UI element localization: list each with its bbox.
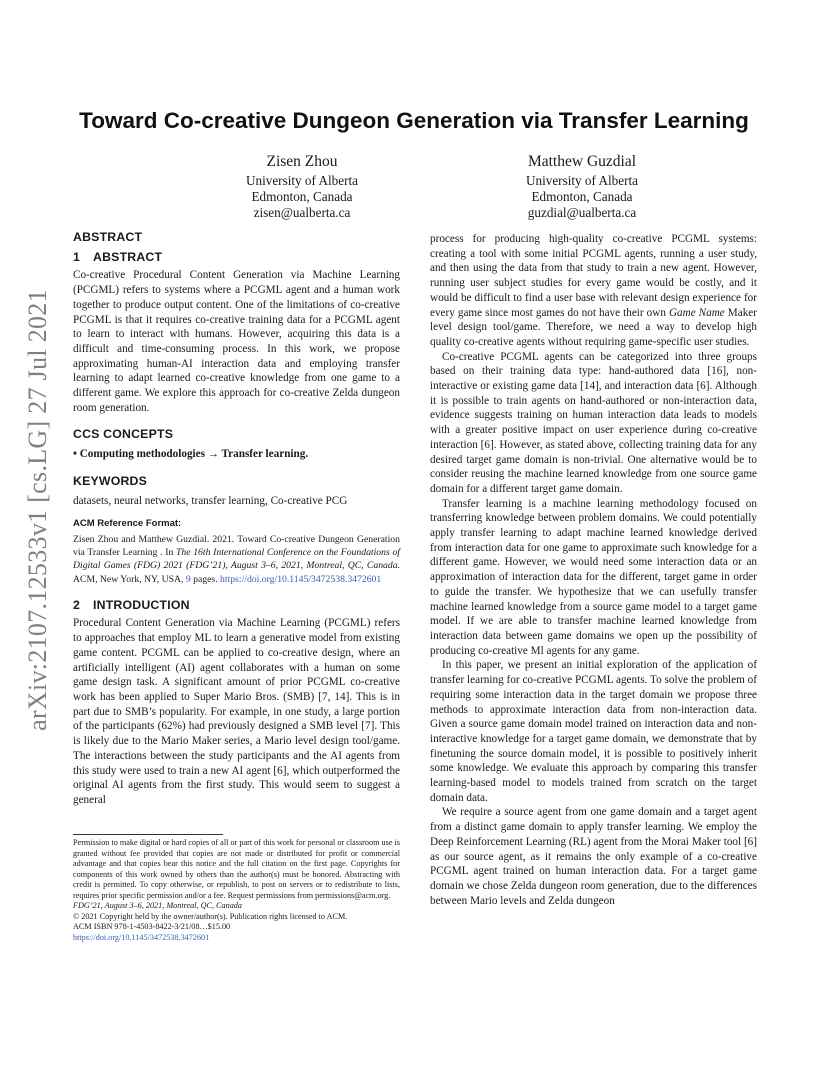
acm-ref-pages-link[interactable]: 9 [185, 573, 191, 585]
acm-reference [73, 533, 400, 586]
left-column [73, 230, 400, 808]
abstract-heading: ABSTRACT [73, 230, 143, 244]
acm-ref-venue: The 16th International Conference on the Foundations of Digital Games (FDG) 2021 (FDG’21), August 3–6, 2021, Montreal, QC, Canada. [73, 547, 400, 572]
permission-notice: Permission to make digital or hard copies of all or part of this work for personal or classroom use is granted without fee provided that copies are not made or distributed for profit or commercial advantage and that copies bear this notice and the full citation on the first page. Copyrights for components of this work owned by others than the author(s) must be honored. Abstracting with credit is permitted. To copy otherwise, or republish, to post on servers or to redistribute to lists, requires prior specific permission and/or a fee. Request permissions from permissions@acm.org. [73, 838, 400, 900]
acm-ref-text: ACM, New York, NY, USA, [73, 573, 186, 585]
section-1-heading [73, 250, 400, 265]
body-text: Maker level design tool/game. Therefore, we need a way to develop high quality co-creative agents without requiring game-specific user studies. [430, 306, 757, 348]
author-location: Edmonton, Canada [531, 189, 633, 204]
ccs-text [73, 447, 400, 462]
acm-ref-text: pages. [190, 573, 221, 585]
author-email: guzdial@ualberta.ca [527, 205, 637, 220]
section-number: 1 [73, 249, 81, 264]
arxiv-id: arXiv:2107.12533v1 [cs.LG] 27 Jul 2021 [23, 289, 52, 731]
ccs-concept: • Computing methodologies → Transfer learning. [73, 448, 309, 461]
body-paragraph: We require a source agent from one game domain and a target agent from a distinct game domain to apply transfer learning. We employ the Deep Reinforcement Learning (RL) agent from the Morai Maker tool [6] as our source agent, as it remains the only example of a co-creative PCGML agent trained on human interaction data. For a target game domain we chose Zelda dungeon room generation, due to the differences between Mario levels and Zelda dungeon [430, 806, 757, 907]
paper-title: Toward Co-creative Dungeon Generation via Transfer Learning [79, 108, 749, 133]
author-email: zisen@ualberta.ca [253, 205, 351, 220]
body-text-italic: Game Name [668, 306, 725, 319]
author-location: Edmonton, Canada [251, 189, 353, 204]
body-paragraph: In this paper, we present an initial exploration of the application of transfer learning for co-creative PCGML agents. To solve the problem of requiring some interaction data in the target domain we propose three methods to approximate interaction data from non-interaction data. Given a source game domain model trained on interaction data and non-interactive knowledge for a target game domain, we demonstrate that by finetuning the source domain model, it is possible to positively inherit some knowledge. We evaluate this approach by comparing this transfer learning-based model to models trained from scratch on the target domain data. [430, 659, 757, 804]
ccs-heading: CCS CONCEPTS [73, 427, 174, 442]
footnote-rule [73, 834, 223, 835]
acm-ref-text: Zisen Zhou and Matthew Guzdial. 2021. Toward Co-creative Dungeon Generation via Transfer Learning . In [73, 533, 400, 559]
acm-ref-heading: ACM Reference Format: [73, 518, 182, 530]
intro-paragraph: Procedural Content Generation via Machine Learning (PCGML) refers to approaches that employ ML to learn a generative model from existing game content. PCGML can be applied to co-creative design, where an artificially intelligent (AI) agent collaborates with a human on some game design task. A significant amount of prior PCGML co-creative work has been applied to Super Mario Bros. (SMB) [7, 14]. This is in part due to SMB’s popularity. For example, in one study, a large portion of the participants (62%) had previously designed a SMB level [7]. This is likely due to the Mario Maker series, a Mario level design tool/game. The interactions between the study participants and the AI agents from this study were used to train a new AI agent [6], which outperformed the original AI agents from the first study. This would seem to suggest a general [73, 617, 400, 806]
author-name: Zisen Zhou [266, 153, 338, 170]
footnote-block [73, 838, 400, 943]
author-name: Matthew Guzdial [527, 153, 637, 170]
section-title: INTRODUCTION [93, 597, 190, 612]
author-affiliation: University of Alberta [525, 173, 639, 188]
author-block-1 [172, 152, 432, 221]
body-paragraph: Transfer learning is a machine learning methodology focused on transferring knowledge between problem domains. We could potentially apply transfer learning to adapt machine learned knowledge derived from interaction data for one game to approximate such knowledge for a different game. However, we would need some interaction data or an approximation of interaction data for the different, target game in order to guide the transfer. We hypothesize that we can usefully transfer machine learned knowledge from a source game model to a target game model. If we are able to transfer machine learned knowledge from interaction data between game domains we open up the possibility of producing co-creative Ml agents for any game. [430, 497, 757, 657]
author-affiliation: University of Alberta [245, 173, 359, 188]
body-paragraph [430, 232, 757, 350]
section-number: 2 [73, 597, 81, 612]
copyright-line: © 2021 Copyright held by the owner/author(s). Publication rights licensed to ACM. [73, 911, 348, 921]
abstract-text: Co-creative Procedural Content Generation via Machine Learning (PCGML) refers to systems where a PCGML agent and a human work together to produce output content. One of the limitations of co-creative PCGML is that it requires co-creative training data for a PCGML agent to learn to interact with humans. However, acquiring this data is a difficult and time-consuming process. In this work, we propose approximating human-AI interaction data and employing transfer learning to adapt learned co-creative knowledge from one game to a different game. We explore this approach for co-creative Zelda dungeon room generation. [73, 269, 400, 414]
section-2-heading [73, 598, 400, 613]
section-title: ABSTRACT [93, 249, 163, 264]
body-text: process for producing high-quality co-creative PCGML systems: creating a tool with some initial PCGML agents, running a user study, and then using the data from that study to train a new agent. However, running user subject studies for every game would be costly, and it would be difficult to find a user base with relevant design experience for every game since most games do not have their own [430, 233, 757, 319]
body-paragraph: Co-creative PCGML agents can be categorized into three groups based on their training data type: hand-authored data [16], non-interactive or existing game data [14], and interaction data [6]. Although it is possible to train agents on hand-authored or non-interaction data, evidence suggests training on human interaction data leads to models with a greater positive impact on user experience during co-creative interaction [6]. However, as stated above, collecting training data for any desired target game domain is non-trivial. One alternative would be to consider reusing the machine learned knowledge from one source game domain for a different target game domain. [430, 350, 757, 495]
right-column [430, 232, 757, 908]
keywords-text: datasets, neural networks, transfer learning, Co-creative PCG [73, 494, 348, 507]
arxiv-stamp [18, 289, 58, 731]
keywords-heading: KEYWORDS [73, 473, 148, 488]
acm-ref-doi-link[interactable]: https://doi.org/10.1145/3472538.3472601 [220, 573, 382, 585]
author-block-2 [452, 152, 712, 221]
doi-link[interactable]: https://doi.org/10.1145/3472538.3472601 [73, 932, 210, 942]
isbn-line: ACM ISBN 978-1-4503-8422-3/21/08…$15.00 [73, 922, 231, 931]
venue-line: FDG’21, August 3–6, 2021, Montreal, QC, Canada [73, 901, 242, 910]
